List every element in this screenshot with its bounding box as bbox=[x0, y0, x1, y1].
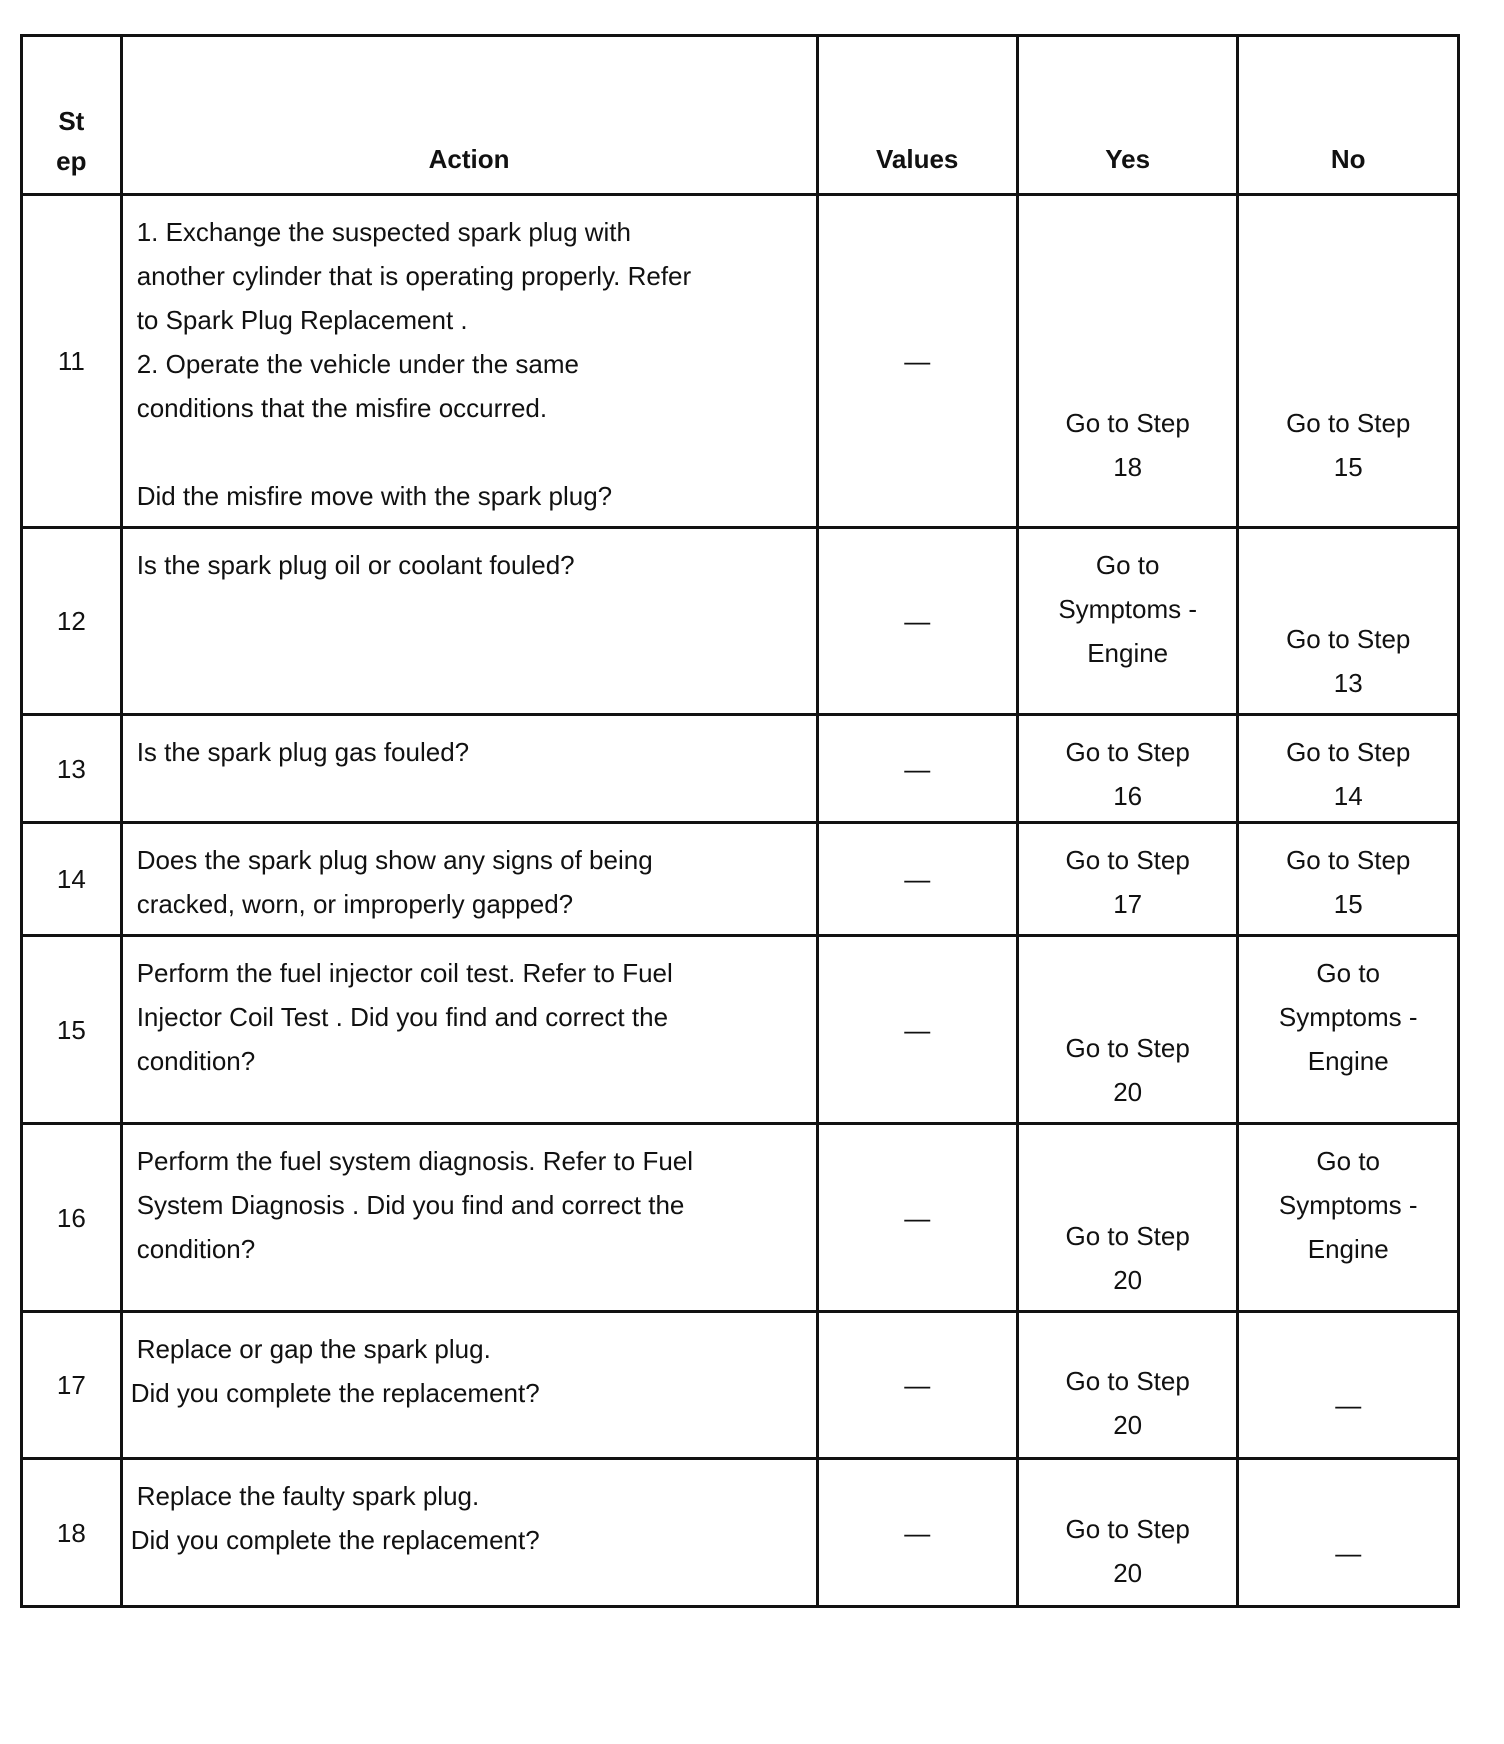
no-outcome-cell bbox=[1238, 936, 1459, 1124]
no-outcome-line: — bbox=[1335, 1390, 1362, 1420]
step-number: 15 bbox=[22, 936, 122, 1124]
yes-outcome-line: Go to Step bbox=[1065, 1366, 1190, 1396]
step-number: 16 bbox=[22, 1124, 122, 1312]
action-line: condition? bbox=[136, 1046, 256, 1076]
yes-outcome-cell bbox=[1017, 195, 1238, 528]
values-cell bbox=[817, 936, 1017, 1124]
values-cell bbox=[817, 528, 1017, 715]
values-dash: — bbox=[904, 1014, 931, 1045]
values-cell bbox=[817, 1312, 1017, 1459]
table-row bbox=[22, 528, 1459, 715]
no-outcome-cell bbox=[1238, 1124, 1459, 1312]
header-step bbox=[22, 36, 122, 195]
header-yes: Yes bbox=[1017, 36, 1238, 195]
action-line: Is the spark plug oil or coolant fouled? bbox=[136, 550, 575, 580]
diagnostic-table bbox=[20, 34, 1460, 1608]
yes-outcome-line: Go to Step bbox=[1065, 408, 1190, 438]
values-dash: — bbox=[904, 753, 931, 784]
action-cell bbox=[121, 715, 817, 823]
table-row bbox=[22, 715, 1459, 823]
no-outcome-line: Engine bbox=[1307, 1046, 1389, 1076]
no-outcome-cell bbox=[1238, 715, 1459, 823]
step-number: 11 bbox=[22, 195, 122, 528]
values-dash: — bbox=[904, 1370, 931, 1400]
header-no: No bbox=[1238, 36, 1459, 195]
header-step-line-1: St bbox=[58, 106, 85, 136]
no-outcome-line: 13 bbox=[1333, 668, 1363, 698]
action-line bbox=[137, 430, 802, 474]
action-cell bbox=[121, 195, 817, 528]
action-line: another cylinder that is operating properly. Refer bbox=[136, 261, 692, 291]
action-line: 2. Operate the vehicle under the same bbox=[136, 349, 579, 379]
step-number: 13 bbox=[22, 715, 122, 823]
action-line: condition? bbox=[136, 1234, 256, 1264]
no-outcome-line: Go to Step bbox=[1286, 624, 1411, 654]
values-cell bbox=[817, 715, 1017, 823]
step-number: 18 bbox=[22, 1459, 122, 1607]
table-row bbox=[22, 1124, 1459, 1312]
no-outcome-cell bbox=[1238, 195, 1459, 528]
step-number: 12 bbox=[22, 528, 122, 715]
action-line: to Spark Plug Replacement . bbox=[136, 305, 468, 335]
values-cell bbox=[817, 823, 1017, 936]
action-line: Perform the fuel system diagnosis. Refer to Fuel bbox=[136, 1146, 694, 1176]
yes-outcome-line: 20 bbox=[1113, 1410, 1143, 1440]
table-header-row bbox=[22, 36, 1459, 195]
yes-outcome-cell bbox=[1017, 528, 1238, 715]
header-step-line-2: ep bbox=[56, 146, 87, 176]
header-values: Values bbox=[817, 36, 1017, 195]
table-row bbox=[22, 823, 1459, 936]
step-number: 17 bbox=[22, 1312, 122, 1459]
no-outcome-line: Go to bbox=[1316, 1146, 1381, 1176]
yes-outcome-line: Go to Step bbox=[1065, 737, 1190, 767]
action-line: cracked, worn, or improperly gapped? bbox=[136, 889, 574, 919]
action-line: Does the spark plug show any signs of being bbox=[136, 845, 653, 875]
values-dash: — bbox=[904, 864, 931, 894]
no-outcome-cell bbox=[1238, 528, 1459, 715]
yes-outcome-cell bbox=[1017, 1312, 1238, 1459]
no-outcome-line: Symptoms - bbox=[1278, 1002, 1418, 1032]
table-row bbox=[22, 1459, 1459, 1607]
yes-outcome-line: 16 bbox=[1113, 781, 1143, 811]
no-outcome-line: 15 bbox=[1333, 889, 1363, 919]
values-cell bbox=[817, 1459, 1017, 1607]
values-dash: — bbox=[904, 1202, 931, 1233]
values-dash: — bbox=[904, 606, 931, 636]
yes-outcome-line: Engine bbox=[1087, 638, 1169, 668]
yes-outcome-line: Go to Step bbox=[1065, 1513, 1190, 1544]
action-line: conditions that the misfire occurred. bbox=[136, 393, 548, 423]
yes-outcome-line: 18 bbox=[1113, 452, 1143, 482]
action-cell bbox=[121, 1312, 817, 1459]
values-cell bbox=[817, 195, 1017, 528]
table-row bbox=[22, 195, 1459, 528]
action-line: Perform the fuel injector coil test. Refer to Fuel bbox=[136, 958, 673, 988]
values-dash: — bbox=[904, 1517, 931, 1548]
action-line: 1. Exchange the suspected spark plug with bbox=[136, 217, 631, 247]
no-outcome-line: Go to Step bbox=[1286, 408, 1411, 438]
yes-outcome-cell bbox=[1017, 823, 1238, 936]
yes-outcome-cell bbox=[1017, 1124, 1238, 1312]
action-cell bbox=[121, 528, 817, 715]
action-line: Did you complete the replacement? bbox=[130, 1378, 540, 1408]
yes-outcome-line: Go to Step bbox=[1065, 1033, 1190, 1063]
yes-outcome-line: Symptoms - bbox=[1058, 594, 1198, 624]
action-line: Replace or gap the spark plug. bbox=[136, 1334, 491, 1364]
table-row bbox=[22, 936, 1459, 1124]
yes-outcome-line: Go to Step bbox=[1065, 1221, 1190, 1251]
yes-outcome-line: 17 bbox=[1113, 889, 1143, 919]
action-line: Replace the faulty spark plug. bbox=[136, 1481, 480, 1511]
no-outcome-cell bbox=[1238, 1312, 1459, 1459]
diagnostic-table-page bbox=[20, 34, 1460, 1720]
yes-outcome-line: 20 bbox=[1113, 1265, 1143, 1295]
header-action: Action bbox=[121, 36, 817, 195]
yes-outcome-cell bbox=[1017, 936, 1238, 1124]
action-line: Injector Coil Test . Did you find and correct the bbox=[136, 1002, 669, 1032]
yes-outcome-line: 20 bbox=[1113, 1557, 1143, 1588]
table-row bbox=[22, 1312, 1459, 1459]
action-cell bbox=[121, 823, 817, 936]
no-outcome-cell bbox=[1238, 823, 1459, 936]
no-outcome-line: Go to Step bbox=[1286, 737, 1411, 767]
yes-outcome-line: Go to bbox=[1095, 550, 1160, 580]
action-cell bbox=[121, 1459, 817, 1607]
no-outcome-line: — bbox=[1335, 1538, 1362, 1568]
action-cell bbox=[121, 1124, 817, 1312]
yes-outcome-cell bbox=[1017, 715, 1238, 823]
yes-outcome-cell bbox=[1017, 1459, 1238, 1607]
values-cell bbox=[817, 1124, 1017, 1312]
yes-outcome-line: Go to Step bbox=[1065, 845, 1190, 875]
action-line: Did the misfire move with the spark plug? bbox=[136, 481, 613, 511]
no-outcome-cell bbox=[1238, 1459, 1459, 1607]
no-outcome-line: 14 bbox=[1333, 781, 1363, 811]
action-cell bbox=[121, 936, 817, 1124]
action-line: System Diagnosis . Did you find and correct the bbox=[136, 1190, 685, 1220]
values-dash: — bbox=[904, 346, 931, 376]
step-number: 14 bbox=[22, 823, 122, 936]
no-outcome-line: 15 bbox=[1333, 452, 1363, 482]
no-outcome-line: Engine bbox=[1307, 1234, 1389, 1264]
action-line: Did you complete the replacement? bbox=[130, 1525, 540, 1555]
no-outcome-line: Symptoms - bbox=[1278, 1190, 1418, 1220]
action-line: Is the spark plug gas fouled? bbox=[136, 737, 470, 767]
no-outcome-line: Go to Step bbox=[1286, 845, 1411, 875]
yes-outcome-line: 20 bbox=[1113, 1077, 1143, 1107]
no-outcome-line: Go to bbox=[1316, 958, 1381, 988]
